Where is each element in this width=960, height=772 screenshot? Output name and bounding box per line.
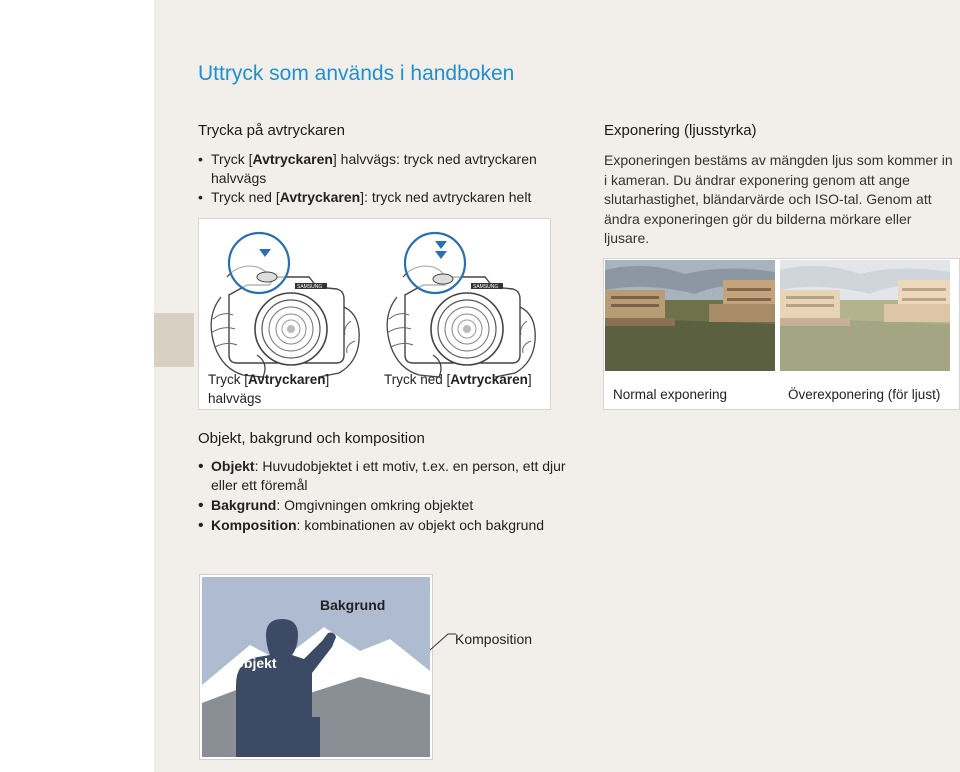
composition-heading: Objekt, bakgrund och komposition <box>198 430 425 447</box>
exposure-examples-box <box>603 258 960 410</box>
shutter-illustration-box <box>198 218 551 410</box>
list-item: • Objekt: Huvudobjektet i ett motiv, t.ex. en person, ett djur eller ett föremål <box>198 457 568 495</box>
camera-brand: SAMSUNG <box>473 284 499 290</box>
composition-list <box>198 457 568 536</box>
list-item: • Tryck ned [Avtryckaren]: tryck ned avtryckaren helt <box>198 188 558 207</box>
composition-label: Komposition <box>455 631 533 647</box>
composition-diagram <box>199 574 433 760</box>
caption-overexposure: Överexponering (för ljust) <box>788 387 941 402</box>
shutter-list <box>198 150 558 207</box>
caption-normal-exposure: Normal exponering <box>613 387 728 402</box>
background-label: Bakgrund <box>320 597 386 613</box>
list-item: • Komposition: kombinationen av objekt och bakgrund <box>198 516 568 535</box>
list-item: • Tryck [Avtryckaren] halvvägs: tryck ned avtryckaren halvvägs <box>198 150 558 188</box>
page-tab <box>154 313 194 367</box>
subject-label: Objekt <box>233 655 277 671</box>
caption-half-press: Tryck [Avtryckaren] halvvägs <box>208 372 330 406</box>
shutter-heading: Trycka på avtryckaren <box>198 122 345 139</box>
caption-full-press: Tryck ned [Avtryckaren] <box>384 372 532 387</box>
list-item: • Bakgrund: Omgivningen omkring objektet <box>198 496 568 515</box>
camera-brand: SAMSUNG <box>297 284 323 290</box>
composition-pointer-line <box>430 632 456 652</box>
photo-overexposure <box>780 260 950 371</box>
photo-normal-exposure <box>605 260 775 371</box>
exposure-heading: Exponering (ljusstyrka) <box>604 122 757 139</box>
page-title: Uttryck som används i handboken <box>198 62 515 85</box>
exposure-text: Exponeringen bestäms av mängden ljus som kommer in i kameran. Du ändrar exponering genom att ange slutarhastighet, bländarvärde och ISO-tal. Genom att ändra exponeringen gör du bilderna mörkare eller ljusare. <box>604 152 953 246</box>
